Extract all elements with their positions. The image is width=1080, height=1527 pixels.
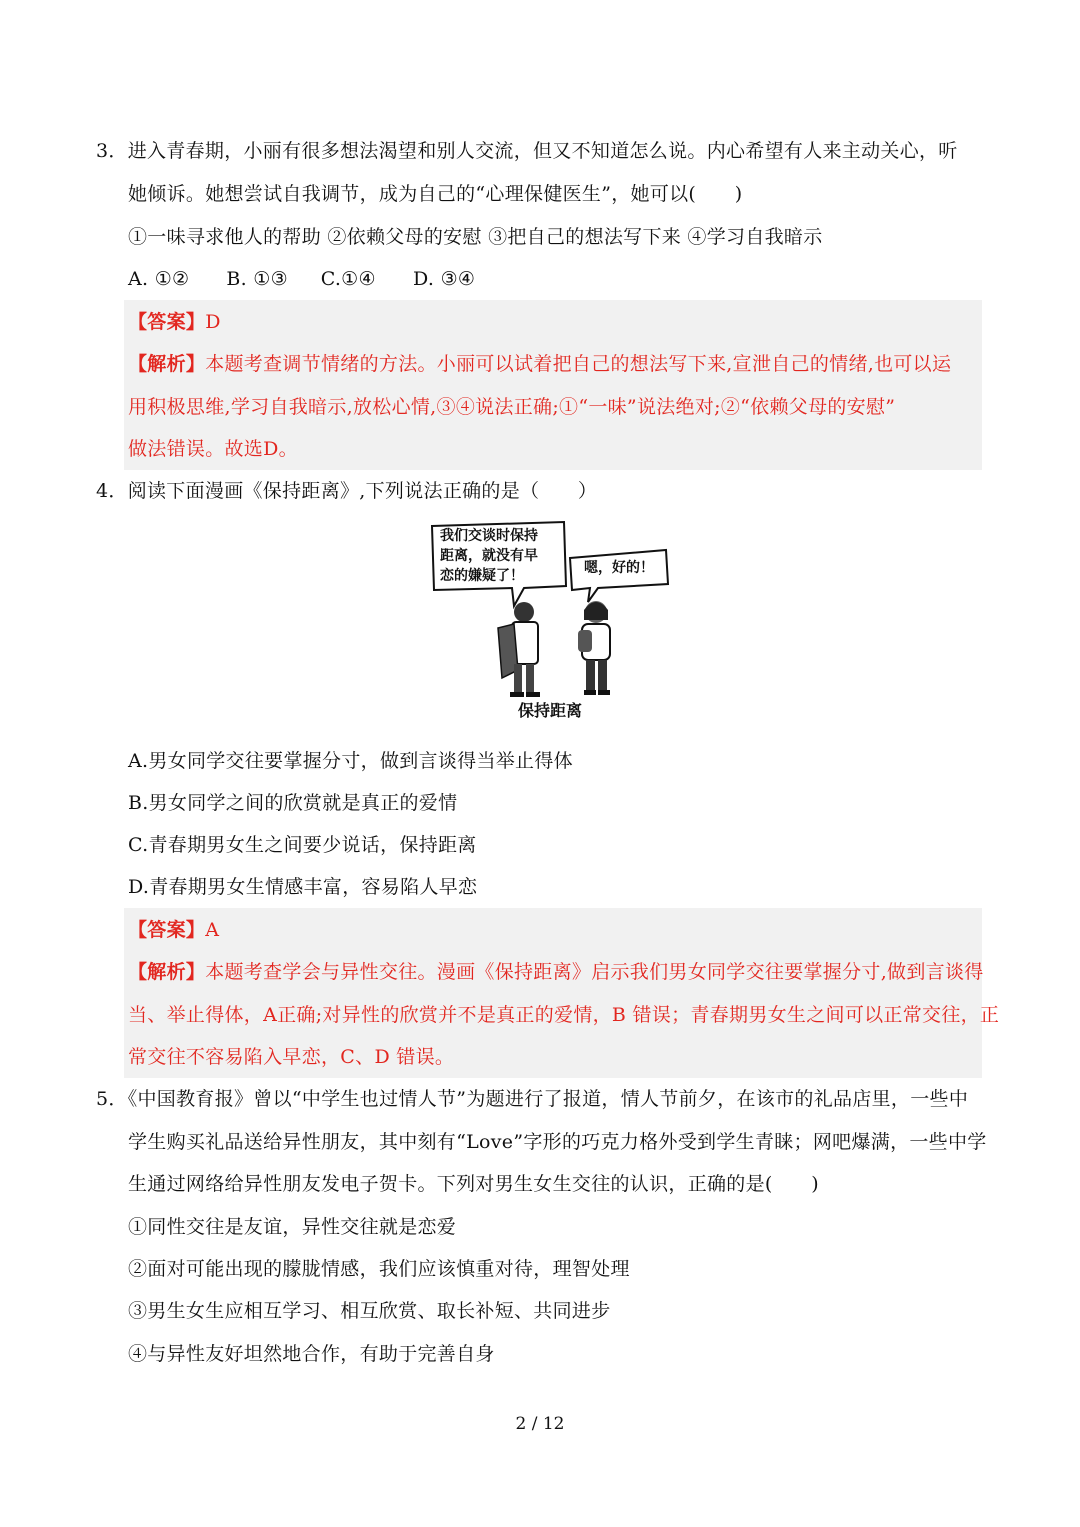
page-number: 2 / 12 xyxy=(515,1414,565,1434)
q3-answer-value: D xyxy=(205,311,221,333)
q3-statements: ①一味寻求他人的帮助 ②依赖父母的安慰 ③把自己的想法写下来 ④学习自我暗示 xyxy=(128,226,823,248)
q3-stem-line-1: 3．进入青春期，小丽有很多想法渴望和别人交流，但又不知道怎么说。内心希望有人来主动关心，听 xyxy=(96,140,958,162)
q3-answer-label: 【答案】 xyxy=(128,311,206,333)
q3-analysis-line-1 xyxy=(128,343,984,385)
q3-stem-line-2: 她倾诉。她想尝试自我调节，成为自己的“心理保健医生”，她可以( ) xyxy=(128,183,743,205)
q4-option-a: A.男女同学交往要掌握分寸，做到言谈得当举止得体 xyxy=(128,750,573,772)
q4-option-d: D.青春期男女生情感丰富，容易陷人早恋 xyxy=(128,876,478,898)
q3-analysis-line-3: 做法错误。故选D。 xyxy=(128,438,298,460)
girl-figure xyxy=(578,601,610,695)
q5-statement-2: ②面对可能出现的朦胧情感，我们应该慎重对待，理智处理 xyxy=(128,1258,630,1280)
q3-option-b: B. ①③ xyxy=(226,268,288,290)
q4-option-b: B.男女同学之间的欣赏就是真正的爱情 xyxy=(128,792,458,814)
q4-analysis-line-1 xyxy=(128,951,984,993)
q5-stem-line-2: 学生购买礼品送给异性朋友，其中刻有“Love”字形的巧克力格外受到学生青睐；网吧爆满，一些中学 xyxy=(128,1131,987,1153)
q4-analysis-line-3: 常交往不容易陷入早恋，C、D 错误。 xyxy=(128,1046,455,1068)
q3-analysis-text-1: 本题考查调节情绪的方法。小丽可以试着把自己的想法写下来,宣泄自己的情绪,也可以运 xyxy=(205,353,952,375)
q4-stem: 4．阅读下面漫画《保持距离》,下列说法正确的是（ ） xyxy=(96,480,598,502)
q4-answer-label: 【答案】 xyxy=(128,919,206,941)
q3-analysis-label: 【解析】 xyxy=(128,353,206,375)
q3-option-c: C.①④ xyxy=(320,268,376,290)
q5-statement-3: ③男生女生应相互学习、相互欣赏、取长补短、共同进步 xyxy=(128,1300,611,1322)
q3-analysis-line-2: 用积极思维,学习自我暗示,放松心情,③④说法正确;①“一味”说法绝对;②“依赖父母的安慰” xyxy=(128,396,896,418)
q4-answer-value: A xyxy=(205,919,220,941)
q4-analysis-label: 【解析】 xyxy=(128,961,206,983)
q4-analysis-line-2: 当、举止得体，A正确;对异性的欣赏并不是真正的爱情，B 错误；青春期男女生之间可以正常交往，正 xyxy=(128,1004,1000,1026)
q4-analysis-text-1: 本题考查学会与异性交往。漫画《保持距离》启示我们男女同学交往要掌握分寸,做到言谈得 xyxy=(205,961,984,983)
q3-option-a: A. ①② xyxy=(128,268,190,290)
comic-keep-distance xyxy=(428,520,672,730)
q5-stem-line-3: 生通过网络给异性朋友发电子贺卡。下列对男生女生交往的认识，正确的是( ) xyxy=(128,1173,819,1195)
boy-speech-text: 我们交谈时保持 距离，就没有早 恋的嫌疑了！ xyxy=(440,528,538,584)
q5-statement-1: ①同性交往是友谊，异性交往就是恋爱 xyxy=(128,1216,457,1238)
q4-answer xyxy=(128,909,984,951)
q5-statement-4: ④与异性友好坦然地合作，有助于完善自身 xyxy=(128,1343,495,1365)
girl-speech-text: 嗯，好的！ xyxy=(584,560,654,576)
q5-stem-line-1: 5．《中国教育报》曾以“中学生也过情人节”为题进行了报道，情人节前夕，在该市的礼品店里，一些中 xyxy=(96,1088,969,1110)
boy-figure xyxy=(498,602,540,697)
q3-option-d: D. ③④ xyxy=(413,268,476,290)
q3-options xyxy=(128,258,984,300)
q3-answer xyxy=(128,301,984,343)
comic-caption: 保持距离 xyxy=(517,701,582,720)
q4-option-c: C.青春期男女生之间要少说话，保持距离 xyxy=(128,834,477,856)
